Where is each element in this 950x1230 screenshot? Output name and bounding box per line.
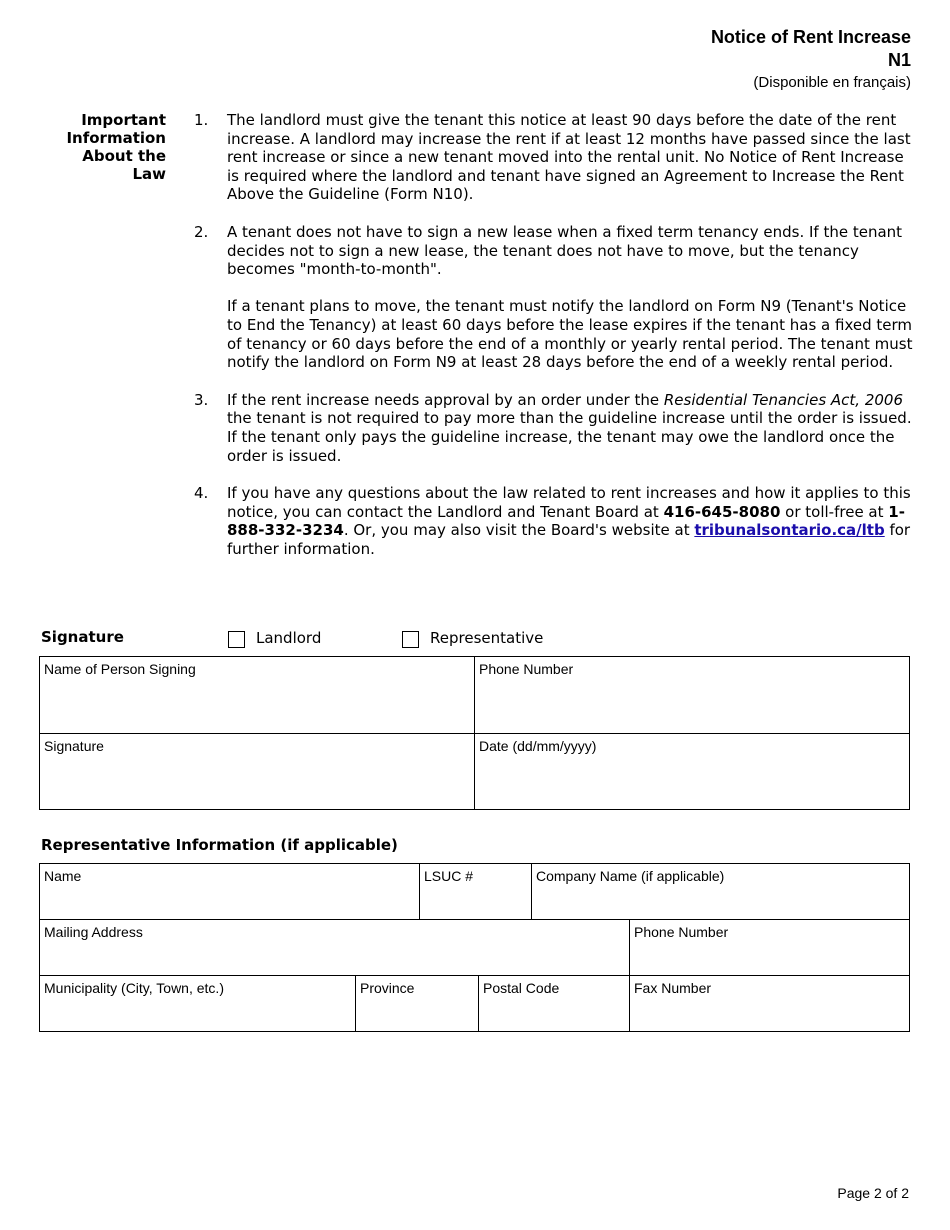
- representative-row2: [39, 919, 910, 976]
- item-text: If the rent increase needs approval by an order under the Residential Tenancies Act, 2006 the tenant is not required to pay more than the guideline increase until the order is issued. If the tenant only pays the guideline increase, the tenant may owe the landlord once the order is issued.: [227, 390, 912, 465]
- french-availability-note: (Disponible en français): [753, 74, 911, 91]
- municipality-field[interactable]: Municipality (City, Town, etc.): [40, 976, 356, 1032]
- item-text: A tenant does not have to sign a new lease when a fixed term tenancy ends. If the tenant decides not to sign a new lease, the tenant does not have to move, but the tenancy becomes "month-to-month".: [227, 222, 903, 279]
- company-name-field[interactable]: Company Name (if applicable): [532, 864, 910, 920]
- date-field[interactable]: Date (dd/mm/yyyy): [475, 734, 910, 810]
- signer-phone-field[interactable]: Phone Number: [475, 657, 910, 734]
- landlord-checkbox[interactable]: [228, 631, 245, 648]
- form-title: Notice of Rent Increase: [710, 27, 911, 47]
- signature-section-title: Signature: [41, 628, 124, 646]
- postal-code-field[interactable]: Postal Code: [479, 976, 630, 1032]
- item-text: If a tenant plans to move, the tenant must notify the landlord on Form N9 (Tenant's Notice to End the Tenancy) at least 60 days before the lease expires if the tenant has a fixed term of tenancy or 60 days before the end of a monthly or yearly rental period. The tenant must notify the landlord on Form N9 at least 28 days before the end of a weekly rental period.: [227, 297, 913, 372]
- signature-role-row: [41, 628, 911, 650]
- board-phone: 416-645-8080: [663, 502, 781, 521]
- list-item: 1. The landlord must give the tenant this notice at least 90 days before the date of the rent increase. A landlord may increase the rent if at least 12 months have passed since the last rent increase or since a new tenant moved into the rental unit. No Notice of Rent Increase is required where the landlord and tenant have signed an Agreement to Increase the Rent Above the Guideline (Form N10).: [194, 111, 916, 204]
- toll-free-phone: 1-888-332-3234: [227, 502, 905, 540]
- representative-row3: [39, 975, 910, 1032]
- representative-label: Representative: [430, 629, 544, 647]
- representative-checkbox[interactable]: [402, 631, 419, 648]
- representative-section-title: Representative Information (if applicable): [41, 836, 398, 854]
- page-number: Page 2 of 2: [837, 1185, 909, 1201]
- list-item: 4. If you have any questions about the law related to rent increases and how it applies to this notice, you can contact the Landlord and Tenant Board at 416-645-8080 or toll-free at 1-888-332-3234. Or, you may also visit the Board's website at tribunalsontario.ca/ltb for further information.: [194, 484, 916, 558]
- province-field[interactable]: Province: [356, 976, 479, 1032]
- list-item: 3. If the rent increase needs approval by an order under the Residential Tenancies Act, 2006 the tenant is not required to pay more than the guideline increase until the order is issued. If the tenant only pays the guideline increase, the tenant may owe the landlord once the order is issued.: [194, 391, 916, 465]
- mailing-address-field[interactable]: Mailing Address: [40, 920, 630, 976]
- rep-name-field[interactable]: Name: [40, 864, 420, 920]
- fax-number-field[interactable]: Fax Number: [630, 976, 910, 1032]
- landlord-label: Landlord: [256, 629, 322, 647]
- important-information-label: Important Information About the Law: [66, 111, 166, 183]
- item-text: The landlord must give the tenant this notice at least 90 days before the date of the rent increase. A landlord may increase the rent if at least 12 months have passed since the last rent increase or since a new tenant moved into the rental unit. No Notice of Rent Increase is required where the landlord and tenant have signed an Agreement to Increase the Rent Above the Guideline (Form N10).: [227, 111, 911, 204]
- lsuc-field[interactable]: LSUC #: [420, 864, 532, 920]
- signature-table: [39, 656, 910, 810]
- landlord-option[interactable]: [228, 628, 321, 648]
- representative-option[interactable]: [402, 628, 543, 648]
- signature-field[interactable]: Signature: [40, 734, 475, 810]
- act-title: Residential Tenancies Act, 2006: [663, 390, 904, 409]
- rep-phone-field[interactable]: Phone Number: [630, 920, 910, 976]
- list-item: 2. A tenant does not have to sign a new lease when a fixed term tenancy ends. If the tenant decides not to sign a new lease, the tenant does not have to move, but the tenancy becomes "month-to-month". If a tenant plans to move, the tenant must notify the landlord on Form N9 (Tenant's Notice to End the Tenancy) at least 60 days before the lease expires if the tenant has a fixed term of tenancy or 60 days before the end of a monthly or yearly rental period. The tenant must notify the landlord on Form N9 at least 28 days before the end of a weekly rental period.: [194, 223, 916, 372]
- name-of-person-signing-field[interactable]: Name of Person Signing: [40, 657, 475, 734]
- item-text: If you have any questions about the law related to rent increases and how it applies to this notice, you can contact the Landlord and Tenant Board at 416-645-8080 or toll-free at 1-888-332-3234. Or, you may also visit the Board's website at tribunalsontario.ca/ltb for further information.: [227, 484, 911, 558]
- form-code: N1: [887, 50, 911, 70]
- form-header: [711, 26, 911, 93]
- board-website-link[interactable]: tribunalsontario.ca/ltb: [694, 521, 885, 540]
- information-list: [194, 111, 916, 558]
- representative-row1: [39, 863, 910, 920]
